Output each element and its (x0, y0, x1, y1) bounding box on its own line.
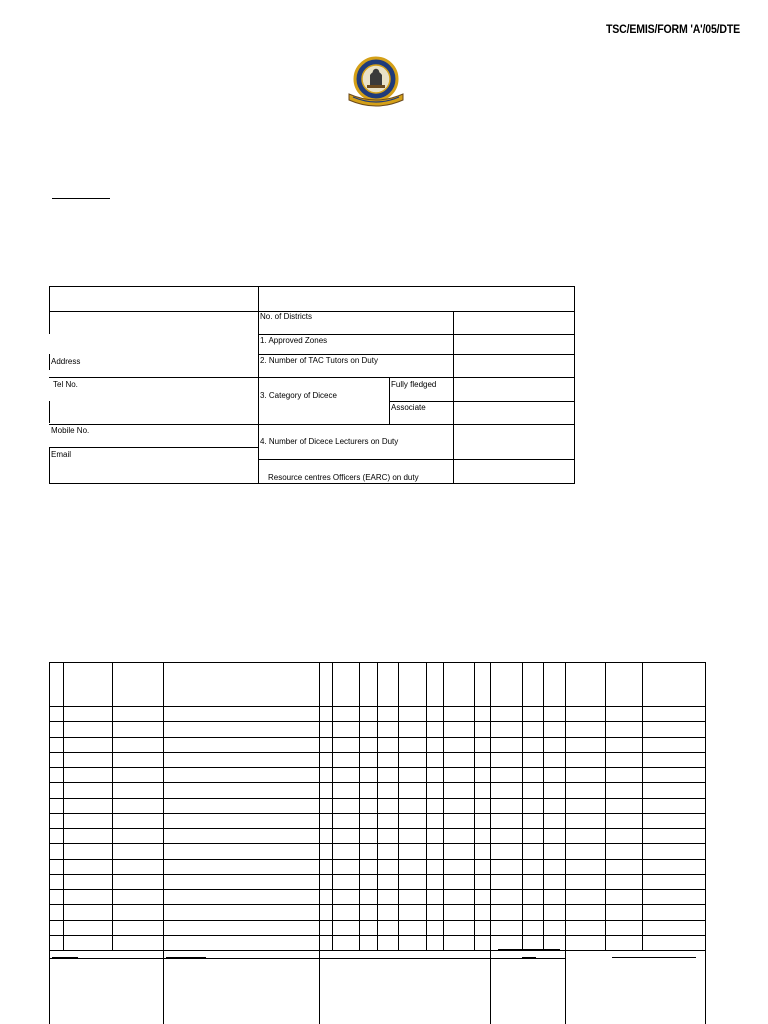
label-address: Address (51, 357, 81, 366)
footer-column-line (163, 950, 164, 1024)
grid-column-line (319, 662, 320, 950)
label-tac-tutors: 2. Number of TAC Tutors on Duty (260, 356, 378, 365)
grid-row-line (49, 950, 705, 951)
footer-column-line (565, 950, 566, 1024)
label-category-of-dicece: 3. Category of Dicece (260, 391, 337, 400)
grid-column-line (377, 662, 378, 950)
label-tel-no: Tel No. (53, 380, 78, 389)
footer-underline (522, 957, 536, 958)
grid-column-line (332, 662, 333, 950)
label-earc-officers: Resource centres Officers (EARC) on duty (268, 473, 419, 482)
footer-column-line (490, 950, 491, 1024)
label-email: Email (51, 450, 72, 459)
label-fully-fledged: Fully fledged (391, 380, 437, 389)
footer-underline (166, 957, 206, 958)
grid-column-line (398, 662, 399, 950)
grid-column-line (163, 662, 164, 950)
footer-line (49, 958, 565, 959)
grid-column-line (605, 662, 606, 950)
grid-column-line (642, 662, 643, 950)
grid-column-line (490, 662, 491, 950)
label-dicece-lecturers: 4. Number of Dicece Lecturers on Duty (260, 437, 399, 446)
footer-underline (612, 957, 696, 958)
footer-underline (52, 957, 78, 958)
footer-underline (498, 949, 560, 950)
grid-column-line (49, 662, 50, 950)
grid-column-line (522, 662, 523, 950)
label-mobile-no: Mobile No. (51, 426, 90, 435)
grid-column-line (443, 662, 444, 950)
grid-column-line (426, 662, 427, 950)
footer-column-line (319, 950, 320, 1024)
grid-column-line (705, 662, 706, 950)
grid-column-line (543, 662, 544, 950)
grid-column-line (112, 662, 113, 950)
grid-column-line (474, 662, 475, 950)
grid-column-line (359, 662, 360, 950)
grid-column-line (565, 662, 566, 950)
label-no-of-districts: No. of Districts (260, 312, 313, 321)
form-code: TSC/EMIS/FORM 'A'/05/DTE (606, 22, 740, 36)
footer-column-line (49, 950, 50, 1024)
label-approved-zones: 1. Approved Zones (260, 336, 328, 345)
grid-column-line (63, 662, 64, 950)
label-associate: Associate (391, 403, 426, 412)
footer-column-line (705, 950, 706, 1024)
